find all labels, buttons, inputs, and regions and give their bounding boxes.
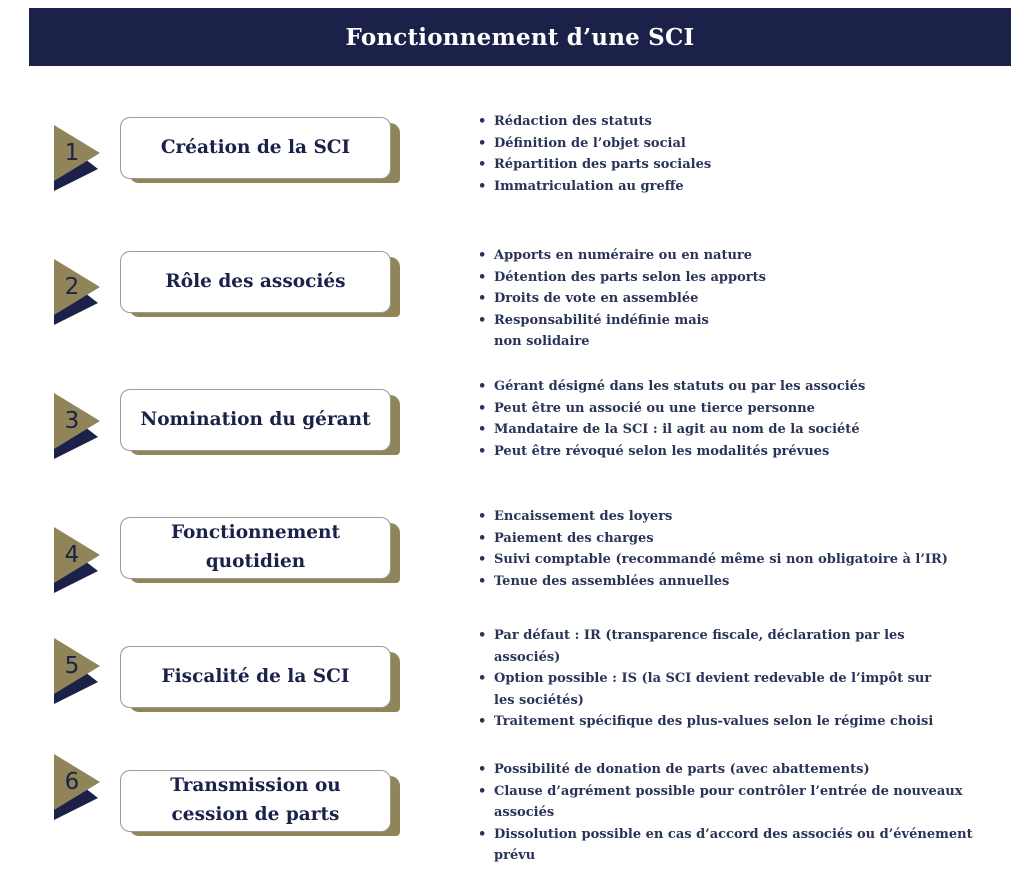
bullet-item: • Paiement des charges [478, 528, 1008, 550]
bullet-item: • Répartition des parts sociales [478, 154, 1008, 176]
bullet-item: • Suivi comptable (recommandé même si non obligatoire à l’IR) [478, 549, 1008, 571]
step-card [120, 389, 391, 451]
step-card [120, 646, 391, 708]
step-title: Nomination du gérant [140, 408, 371, 430]
step-number-badge [54, 393, 106, 459]
step-title: Transmission ou cession de parts [170, 775, 341, 825]
step-title: Fiscalité de la SCI [161, 665, 350, 687]
bullet-item: • Dissolution possible en cas d’accord des associés ou d’événement prévu [478, 824, 1008, 867]
step-2 [0, 248, 1024, 371]
bullet-item: • Mandataire de la SCI : il agit au nom de la société [478, 419, 1008, 441]
step-title: Fonctionnement quotidien [170, 522, 341, 572]
step-number-badge [54, 125, 106, 191]
step-number: 5 [64, 653, 80, 679]
bullet-item: • Gérant désigné dans les statuts ou par les associés [478, 376, 1008, 398]
step-card [120, 117, 391, 179]
bullet-item: • Clause d’agrément possible pour contrôler l’entrée de nouveaux associés [478, 781, 1008, 824]
step-number-badge [54, 527, 106, 593]
step-bullets [478, 245, 766, 353]
step-card [120, 251, 391, 313]
step-title: Rôle des associés [165, 270, 346, 292]
bullet-item: • Définition de l’objet social [478, 133, 1008, 155]
step-card [120, 770, 391, 832]
step-bullets [478, 625, 948, 733]
step-bullets [478, 506, 1008, 592]
bullet-item: • Option possible : IS (la SCI devient redevable de l’impôt sur les sociétés) [478, 668, 948, 711]
step-number: 4 [64, 542, 80, 568]
step-card [120, 517, 391, 579]
bullet-item: • Apports en numéraire ou en nature [478, 245, 738, 267]
step-4 [0, 509, 1024, 637]
bullet-item: • Tenue des assemblées annuelles [478, 571, 1008, 593]
bullet-item: • Par défaut : IR (transparence fiscale, déclaration par les associés) [478, 625, 948, 668]
step-number-badge [54, 259, 106, 325]
step-3 [0, 379, 1024, 509]
bullet-item: • Détention des parts selon les apports [478, 267, 738, 289]
step-5 [0, 628, 1024, 766]
step-number: 2 [64, 274, 80, 300]
page-title: Fonctionnement d’une SCI [345, 23, 695, 51]
page-header [29, 8, 1011, 66]
bullet-item: • Encaissement des loyers [478, 506, 1008, 528]
step-bullets [478, 376, 1008, 462]
bullet-item: • Responsabilité indéfinie mais non solidaire [478, 310, 738, 353]
step-number: 1 [64, 140, 80, 166]
bullet-item: • Traitement spécifique des plus-values selon le régime choisi [478, 711, 948, 733]
bullet-item: • Peut être un associé ou une tierce personne [478, 398, 1008, 420]
step-number-badge [54, 638, 106, 704]
step-bullets [478, 759, 1008, 867]
step-number: 3 [64, 408, 80, 434]
bullet-item: • Immatriculation au greffe [478, 176, 1008, 198]
step-number: 6 [64, 769, 80, 795]
bullet-item: • Possibilité de donation de parts (avec abattements) [478, 759, 1008, 781]
step-1 [0, 114, 1024, 237]
step-bullets [478, 111, 1008, 197]
step-number-badge [54, 754, 106, 820]
bullet-item: • Rédaction des statuts [478, 111, 1008, 133]
bullet-item: • Droits de vote en assemblée [478, 288, 738, 310]
step-title: Création de la SCI [160, 136, 351, 158]
bullet-item: • Peut être révoqué selon les modalités prévues [478, 441, 1008, 463]
step-6 [0, 762, 1024, 890]
